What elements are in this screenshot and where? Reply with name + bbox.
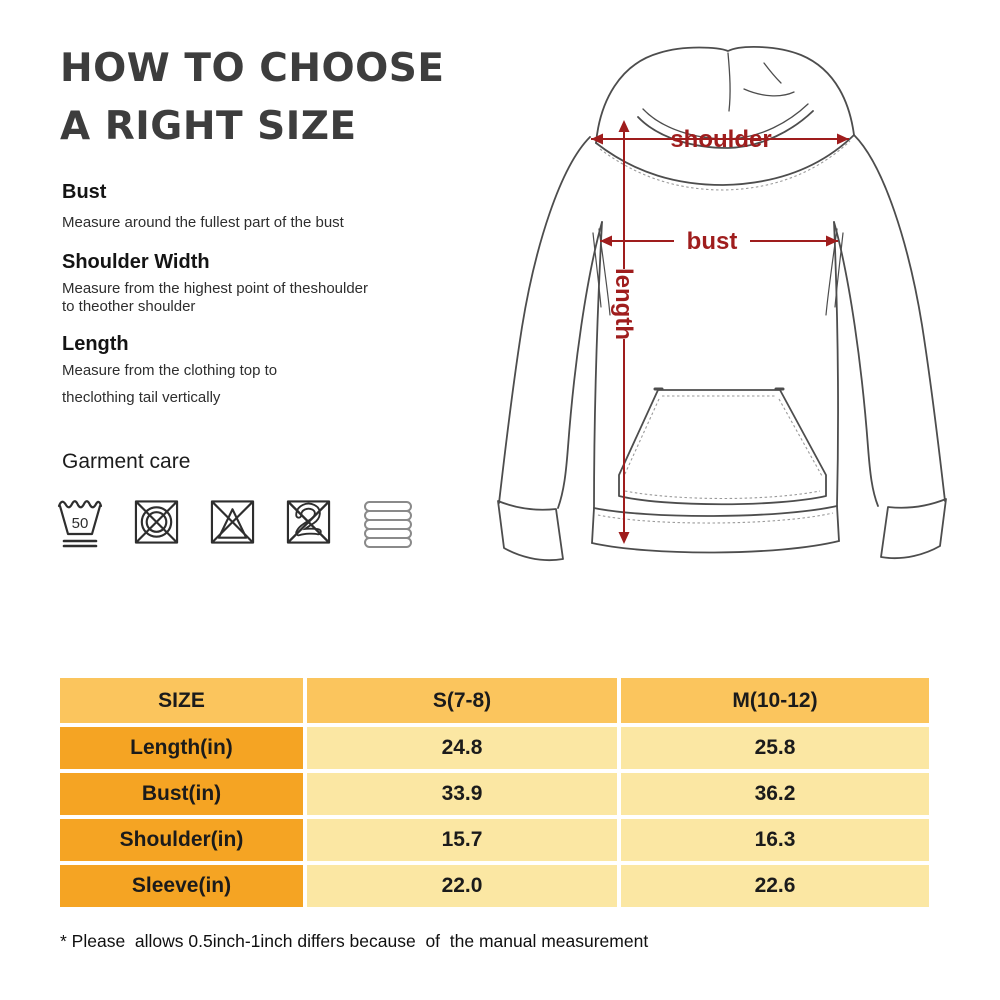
garment-care-label: Garment care bbox=[62, 450, 191, 473]
hoodie-diagram bbox=[478, 16, 978, 588]
do-not-wring-icon bbox=[285, 494, 332, 552]
garment-care-icons bbox=[56, 494, 415, 552]
hoodie-outline bbox=[498, 47, 946, 560]
arrowhead-right-icon bbox=[837, 134, 849, 145]
shoulder-width-heading: Shoulder Width bbox=[62, 251, 210, 273]
bust-description: Measure around the fullest part of the bust bbox=[62, 214, 344, 231]
table-cell-sleeve-s: 22.0 bbox=[307, 865, 617, 907]
size-table-header-s: S(7-8) bbox=[307, 678, 617, 723]
table-cell-shoulder-s: 15.7 bbox=[307, 819, 617, 861]
table-cell-length-m: 25.8 bbox=[621, 727, 929, 769]
measurement-annotations bbox=[591, 120, 849, 544]
bust-label: bust bbox=[686, 228, 738, 255]
wash-50-icon bbox=[56, 494, 104, 552]
do-not-tumble-dry-icon bbox=[133, 494, 180, 552]
size-table-header-size: SIZE bbox=[60, 678, 303, 723]
table-row-label-length: Length(in) bbox=[60, 727, 303, 769]
size-table-header-m: M(10-12) bbox=[621, 678, 929, 723]
length-heading: Length bbox=[62, 333, 129, 355]
table-row-label-bust: Bust(in) bbox=[60, 773, 303, 815]
length-label: length bbox=[610, 268, 637, 340]
table-row-label-shoulder: Shoulder(in) bbox=[60, 819, 303, 861]
shoulder-width-description-line2: to theother shoulder bbox=[62, 298, 196, 315]
shoulder-width-description-line1: Measure from the highest point of theshoulder bbox=[62, 280, 369, 297]
shoulder-label: shoulder bbox=[670, 126, 772, 153]
page-title bbox=[60, 40, 445, 156]
arrowhead-up-icon bbox=[619, 120, 630, 132]
table-row-label-sleeve: Sleeve(in) bbox=[60, 865, 303, 907]
table-cell-sleeve-m: 22.6 bbox=[621, 865, 929, 907]
table-cell-length-s: 24.8 bbox=[307, 727, 617, 769]
length-description-line1: Measure from the clothing top to bbox=[62, 362, 278, 379]
dry-flat-icon bbox=[361, 494, 415, 552]
size-table bbox=[60, 678, 929, 907]
bust-heading: Bust bbox=[62, 181, 107, 203]
page-title-line2: A RIGHT SIZE bbox=[60, 104, 357, 149]
table-cell-bust-m: 36.2 bbox=[621, 773, 929, 815]
length-description-line2: theclothing tail vertically bbox=[62, 389, 221, 406]
do-not-bleach-icon bbox=[209, 494, 256, 552]
table-cell-bust-s: 33.9 bbox=[307, 773, 617, 815]
arrowhead-down-icon bbox=[619, 532, 630, 544]
page-title-line1: HOW TO CHOOSE bbox=[60, 46, 445, 91]
wash-temp-value: 50 bbox=[71, 515, 89, 532]
table-cell-shoulder-m: 16.3 bbox=[621, 819, 929, 861]
measurement-disclaimer: * Please allows 0.5inch-1inch differs because of the manual measurement bbox=[60, 931, 649, 951]
